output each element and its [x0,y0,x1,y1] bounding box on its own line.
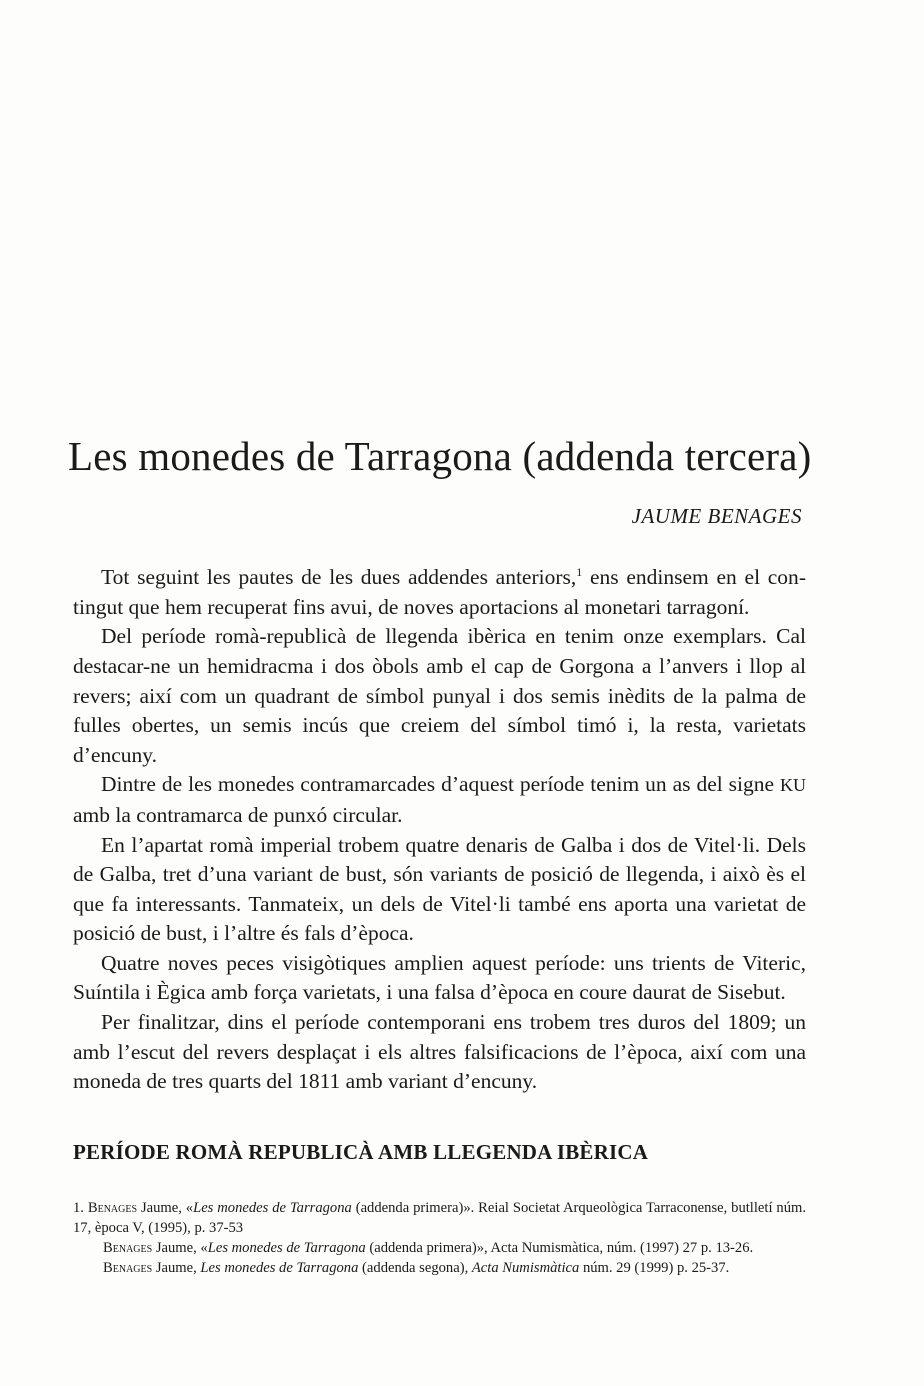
footnote-details: (addenda primera)», Acta Numismàtica, núm. (1997) 27 p. 13-26. [365,1240,754,1256]
footnote-details: (addenda primera)». Reial Societat Arqueològica Tarraconense, butlletí núm. 17, època V, (1995), p. 37-53 [73,1200,806,1236]
footnote-author: Benages [103,1240,153,1256]
footnote-reference[interactable]: 1 [576,565,583,579]
iberian-sign-ku: KU [780,775,806,796]
paragraph-1-start: Tot seguint les pautes de les dues addendes anteriors, [101,565,577,590]
paper-title: Les monedes de Tarragona (addenda tercera) [68,433,812,479]
footnote-author-rest: Jaume, [152,1260,201,1276]
paragraph-3-start: Dintre de les monedes contramarcades d’aquest període tenim un as del signe [101,772,780,797]
footnote-1-ref-2 [73,1238,806,1258]
paragraph-1-end: ens endinsem en el contingut que hem recuperat fins avui, de noves aportacions al monetari tarragoní. [73,565,806,619]
author-name: JAUME BENAGES [631,504,802,528]
footnote-middle: (addenda segona), [358,1260,472,1276]
footnote-number: 1. [73,1200,84,1216]
body-text [73,558,806,1097]
footnote-author: Benages [103,1260,153,1276]
paragraph-1 [73,558,806,622]
paragraph-3-end: amb la contramarca de punxó circular. [73,802,403,827]
footnote-details: núm. 29 (1999) p. 25-37. [579,1260,730,1276]
footnotes [73,1198,806,1278]
footnote-work-title: Les monedes de Tarragona [200,1260,359,1276]
paragraph-6: Per finalitzar, dins el període contemporani ens trobem tres duros del 1809; un amb l’escut del revers desplaçat i els altres falsificacions de l’època, així com una moneda de tres quarts del 1811 amb variant d’encuny. [73,1010,806,1094]
footnote-author: Benages [87,1200,138,1216]
paragraph-5: Quatre noves peces visigòtiques amplien aquest període: uns trients de Viteric, Suíntila i Ègica amb força varietats, i una falsa d’època en coure daurat de Sisebut. [73,950,806,1005]
footnote-1-ref-3 [73,1258,806,1278]
paragraph-2: Del període romà-republicà de llegenda ibèrica en tenim onze exemplars. Cal destacar-ne un hemidracma i dos òbols amb el cap de Gorgona a l’anvers i llop al revers; així com un quadrant de símbol punyal i dos semis inèdits de la palma de fulles obertes, un semis incús que creiem del símbol timó i, la resta, varietats d’encuny. [73,624,806,767]
footnote-work-title: Les monedes de Tarragona [193,1200,352,1216]
footnote-journal: Acta Numismàtica [471,1260,580,1276]
footnote-author-rest: Jaume, « [137,1200,194,1216]
footnote-work-title: Les monedes de Tarragona [207,1240,366,1256]
paragraph-3 [73,770,806,830]
footnote-1 [73,1198,806,1238]
footnote-author-rest: Jaume, « [152,1240,208,1256]
paragraph-4: En l’apartat romà imperial trobem quatre denaris de Galba i dos de Vitel·li. Dels de Galba, tret d’una variant de bust, són variants de posició de llegenda, i això ès el que fa interessants. Tanmateix, un dels de Vitel·li també ens aporta una varietat de posició de bust, i l’altre és fals d’època. [73,832,806,946]
section-heading: PERÍODE ROMÀ REPUBLICÀ AMB LLEGENDA IBÈRICA [73,1140,649,1164]
